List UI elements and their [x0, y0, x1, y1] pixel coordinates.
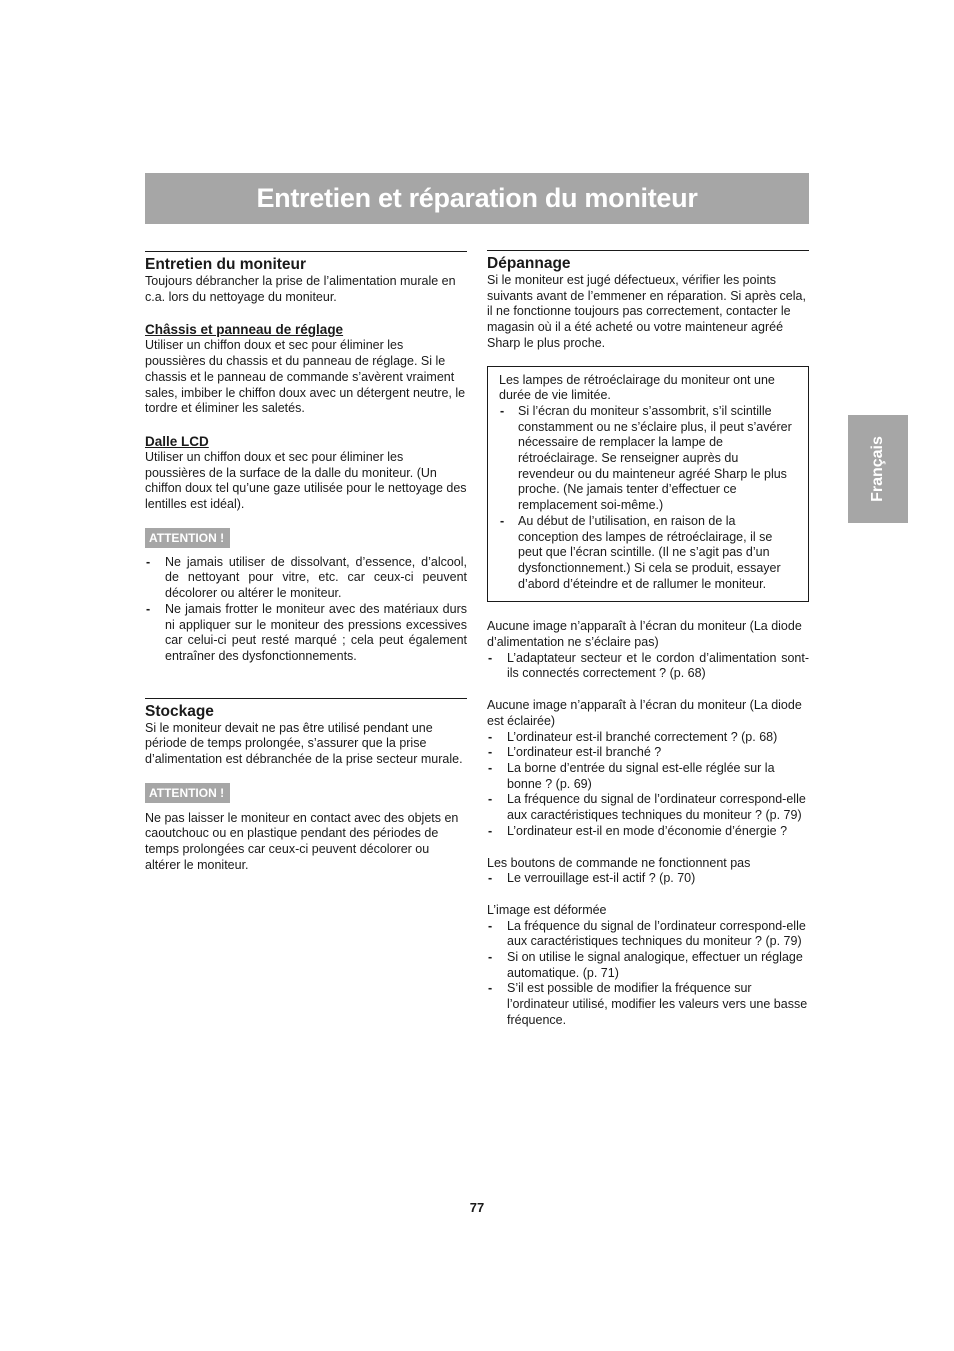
list-item: - La borne d’entrée du signal est-elle réglée sur la bonne ? (p. 69)	[487, 761, 809, 792]
chassis-heading: Châssis et panneau de réglage	[145, 322, 344, 338]
list-item: - L’ordinateur est-il branché ?	[487, 745, 809, 761]
attention-badge: ATTENTION !	[145, 783, 230, 803]
stockage-attention-text: Ne pas laisser le moniteur en contact avec des objets en caoutchouc ou en plastique pendant des périodes de temps prolongées car ceux-ci peuvent décolorer ou altérer le moniteur.	[145, 810, 459, 872]
list-item: - Au début de l’utilisation, en raison de la conception des lampes de rétroéclairage, il se peut que l’écran scintille. (Il ne s’agit pas d’un dysfonctionnement.) Si cela se produit, essayer d’abord d’éteindre et de rallumer le moniteur.	[499, 514, 797, 593]
list-item: - L’ordinateur est-il en mode d’économie d’énergie ?	[487, 824, 809, 840]
box-intro: Les lampes de rétroéclairage du moniteur ont une durée de vie limitée.	[499, 372, 775, 403]
lcd-text: Utiliser un chiffon doux et sec pour éliminer les poussières de la surface de la dalle du moniteur. (Un chiffon doux tel qu’une gaze utilisée pour le nettoyage des lentilles est idéal).	[145, 449, 467, 512]
issue-list	[487, 919, 809, 1029]
list-item: - Ne jamais frotter le moniteur avec des matériaux durs ni appliquer sur le moniteur des pressions excessives car celui-ci peut resté marqué ; cela peut également entraîner des dysfonctionnements.	[145, 602, 467, 665]
page-number: 77	[469, 1200, 485, 1215]
depannage-intro: Si le moniteur est jugé défectueux, vérifier les points suivants avant de l’emmener en réparation. Si après cela, il ne fonctionne toujours pas correctement, contacter le magasin où il a été acheté ou votre mainteneur agréé Sharp le plus proche.	[487, 273, 806, 350]
right-column	[487, 250, 809, 1029]
list-item: - La fréquence du signal de l’ordinateur correspond-elle aux caractéristiques techniques du moniteur ? (p. 79)	[487, 919, 809, 950]
list-item: - Si l’écran du moniteur s’assombrit, s’il scintille constamment ou ne s’éclaire plus, il peut s’avérer nécessaire de remplacer la lampe de rétroéclairage. Se renseigner auprès du revendeur ou du mainteneur agréé Sharp le plus proche. (Ne jamais tenter d’effectuer ce remplacement soi-même.)	[499, 404, 797, 514]
depannage-heading: Dépannage	[487, 255, 571, 272]
issue-block	[487, 698, 809, 839]
section-divider	[145, 698, 467, 699]
issue-title: L’image est déformée	[487, 902, 607, 917]
backlight-notice-box	[487, 366, 809, 603]
entretien-heading: Entretien du moniteur	[145, 256, 307, 273]
issue-title: Aucune image n’apparaît à l’écran du moniteur (La diode est éclairée)	[487, 698, 802, 728]
entretien-intro: Toujours débrancher la prise de l’alimentation murale en c.a. lors du nettoyage du moniteur.	[145, 274, 456, 304]
issue-list	[487, 730, 809, 840]
issue-list	[487, 871, 809, 887]
issue-block	[487, 856, 809, 887]
section-divider	[487, 250, 809, 251]
language-tab	[848, 415, 908, 523]
attention-list	[145, 555, 467, 665]
language-tab-label: Français	[869, 436, 886, 502]
issue-block	[487, 619, 809, 682]
issue-list	[487, 651, 809, 682]
left-column	[145, 251, 467, 874]
section-divider	[145, 251, 467, 252]
box-list	[499, 404, 797, 592]
issue-title: Les boutons de commande ne fonctionnent pas	[487, 855, 751, 870]
stockage-heading: Stockage	[145, 702, 214, 720]
list-item: - Ne jamais utiliser de dissolvant, d’essence, d’alcool, de nettoyant pour vitre, etc. car ceux-ci peuvent décolorer ou altérer le moniteur.	[145, 555, 467, 602]
issue-title: Aucune image n’apparaît à l’écran du moniteur (La diode d’alimentation ne s’éclaire pas)	[487, 619, 802, 650]
list-item: - L’ordinateur est-il branché correctement ? (p. 68)	[487, 730, 809, 746]
list-item: - L’adaptateur secteur et le cordon d’alimentation sont-ils connectés correctement ? (p. 68)	[487, 651, 809, 682]
lcd-heading: Dalle LCD	[145, 433, 209, 449]
list-item: - Si on utilise le signal analogique, effectuer un réglage automatique. (p. 71)	[487, 950, 809, 981]
list-item: - La fréquence du signal de l’ordinateur correspond-elle aux caractéristiques techniques du moniteur ? (p. 79)	[487, 792, 809, 823]
page-title: Entretien et réparation du moniteur	[145, 173, 809, 224]
attention-badge: ATTENTION !	[145, 528, 230, 548]
issue-block	[487, 903, 809, 1029]
list-item: - Le verrouillage est-il actif ? (p. 70)	[487, 871, 809, 887]
chassis-text: Utiliser un chiffon doux et sec pour éliminer les poussières du chassis et du panneau de réglage. Si le chassis et le panneau de commande s’avèrent vraiment sales, imbiber le chiffon doux avec un détergent neutre, le tordre et éliminer les saletés.	[145, 338, 466, 416]
list-item: - S’il est possible de modifier la fréquence sur l’ordinateur utilisé, modifier les valeurs vers une basse fréquence.	[487, 981, 809, 1028]
stockage-text: Si le moniteur devait ne pas être utilisé pendant une période de temps prolongée, s’assurer que la prise d’alimentation est débranchée de la prise secteur murale.	[145, 720, 463, 767]
